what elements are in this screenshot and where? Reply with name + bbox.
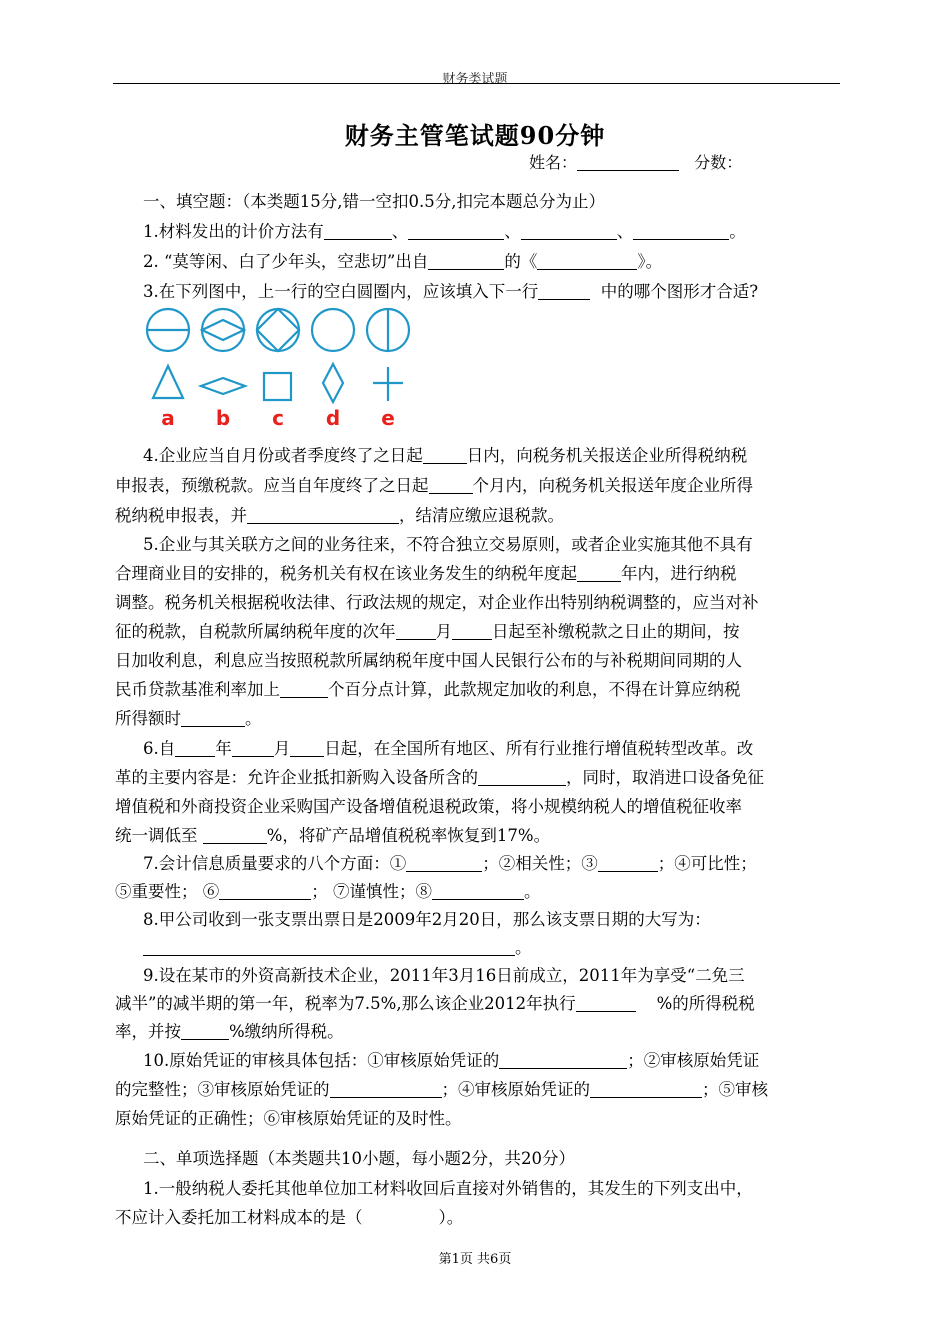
q5-line4 — [115, 618, 842, 642]
q5-text: 月 — [435, 622, 452, 641]
q2 — [143, 248, 843, 272]
empty-circle-icon — [312, 309, 354, 351]
q1: 1.材料发出的计价方法有 、 、 、 。 — [143, 222, 746, 241]
q5-text: 合理商业目的安排的，税务机关有权在该业务发生的纳税年度起 — [115, 564, 577, 583]
q10-text: ；②审核原始凭证 — [627, 1051, 760, 1070]
blank — [432, 883, 524, 900]
document-title: 财务主管笔试题90分钟 — [344, 121, 606, 150]
q6-line1 — [143, 735, 843, 759]
q6-text: 6.自 — [143, 739, 176, 758]
blank — [290, 740, 324, 757]
q5-line5: 日加收利息，利息应当按照税款所属纳税年度中国人民银行公布的与补税期间同期的人 — [115, 651, 742, 670]
q7-text: 7.会计信息质量要求的八个方面：① — [143, 854, 407, 873]
label-a: a — [161, 406, 175, 429]
blank — [429, 477, 473, 494]
triangle-icon — [153, 366, 183, 398]
q9-line2 — [115, 990, 842, 1014]
q4-text: 申报表，预缴税款。应当自年度终了之日起 — [115, 476, 429, 495]
blank — [280, 681, 328, 698]
q10-line1 — [143, 1047, 843, 1071]
q6-text: 日起，在全国所有地区、所有行业推行增值税转型改革。改 — [324, 739, 754, 758]
blank — [203, 827, 267, 844]
blank — [633, 223, 729, 240]
q4-text: 税纳税申报表，并 — [115, 506, 247, 525]
q4-text: ，结清应缴应退税款。 — [399, 506, 564, 525]
q9-line3 — [115, 1018, 842, 1042]
q5-text: 日起至补缴税款之日止的期间，按 — [492, 622, 740, 641]
blank — [577, 565, 621, 582]
blank — [219, 883, 311, 900]
q10-text: 10.原始凭证的审核具体包括：①审核原始凭证的 — [143, 1051, 500, 1070]
q5-text: 征的税款，自税款所属纳税年度的次年 — [115, 622, 396, 641]
shape-figure — [143, 307, 413, 429]
q3-text: 中的哪个图形才合适? — [600, 282, 759, 301]
circle-diamond-icon — [202, 309, 244, 351]
q3 — [143, 278, 843, 302]
blank — [598, 855, 658, 872]
q7-line2 — [115, 878, 842, 902]
section2-heading: 二、单项选择题（本类题共10小题，每小题2分，共20分） — [143, 1149, 575, 1168]
tall-diamond-icon — [323, 364, 343, 402]
q6-text: 统一调低至 — [115, 826, 203, 845]
q2-text: 》。 — [637, 252, 663, 271]
q6-line4 — [115, 822, 842, 846]
q9-text: %缴纳所得税。 — [229, 1022, 344, 1041]
q10-text: ；⑤审核 — [702, 1080, 768, 1099]
q2-text: 2. “莫等闲、白了少年头，空悲切”出自 — [143, 252, 429, 271]
q7-text: ⑤重要性； ⑥ — [115, 882, 220, 901]
q8-line1: 8.甲公司收到一张支票出票日是2009年2月20日，那么该支票日期的大写为： — [143, 910, 711, 929]
blank — [181, 710, 245, 727]
q4-line2 — [115, 472, 842, 496]
blank — [576, 995, 636, 1012]
score-label: 分数： — [694, 153, 743, 172]
blank — [452, 623, 492, 640]
q5-line6 — [115, 676, 842, 700]
q6-line2 — [115, 764, 842, 788]
name-score-line — [529, 150, 742, 173]
q5-text: 民币贷款基准利率加上 — [115, 680, 280, 699]
q5-text: 所得额时 — [115, 709, 181, 728]
q6-text: 年 — [215, 739, 232, 758]
blank — [143, 939, 515, 956]
q5-text: 个百分点计算，此款规定加收的利息，不得在计算应纳税 — [328, 680, 741, 699]
blank — [590, 1081, 702, 1098]
header-rule — [113, 83, 840, 84]
q5-text: 。 — [245, 709, 262, 728]
q7-text: ； ⑦谨慎性；⑧ — [311, 882, 432, 901]
blank — [478, 769, 566, 786]
blank — [423, 447, 467, 464]
s2q1-text: 不应计入委托加工材料成本的是（ — [115, 1208, 363, 1227]
square-icon — [264, 373, 291, 400]
blank — [428, 253, 504, 270]
q4-line1 — [143, 442, 843, 466]
q8-line2 — [143, 934, 843, 958]
q1-text: 1.材料发出的计价方法有 — [143, 222, 324, 241]
blank — [330, 1081, 442, 1098]
name-label: 姓名： — [529, 153, 578, 172]
q4-text: 4.企业应当自月份或者季度终了之日起 — [143, 446, 423, 465]
s2q1-text: ）。 — [438, 1208, 464, 1227]
q7-text: ；②相关性；③ — [482, 854, 598, 873]
q9-line1: 9.设在某市的外资高新技术企业，2011年3月16日前成立，2011年为享受“二免三 — [143, 966, 745, 985]
q6-text: %，将矿产品增值税税率恢复到17%。 — [266, 826, 551, 845]
page-footer: 第1页 共6页 — [438, 1252, 512, 1267]
q6-text: 革的主要内容是：允许企业抵扣新购入设备所含的 — [115, 768, 478, 787]
q6-text: ，同时，取消进口设备免征 — [566, 768, 764, 787]
q10-line2 — [115, 1076, 842, 1100]
q9-text: 减半”的减半期的第一年，税率为7.5%,那么该企业2012年执行 — [115, 994, 576, 1013]
q5-line7 — [115, 705, 842, 729]
q9-text: 率，并按 — [115, 1022, 181, 1041]
s2q1-line2 — [115, 1204, 842, 1228]
label-c: c — [272, 406, 284, 429]
q8-text: 。 — [515, 938, 532, 957]
blank — [181, 1023, 229, 1040]
label-d: d — [325, 406, 341, 429]
section1-heading: 一、填空题：（本类题15分,错一空扣0.5分,扣完本题总分为止） — [143, 192, 605, 211]
q4-text: 个月内，向税务机关报送年度企业所得 — [472, 476, 753, 495]
flat-diamond-icon — [201, 378, 245, 394]
q7-line1 — [143, 850, 843, 874]
q4-text: 日内，向税务机关报送企业所得税纳税 — [466, 446, 748, 465]
q3-text: 3.在下列图中，上一行的空白圆圈内，应该填入下一行 — [143, 282, 539, 301]
name-blank — [577, 154, 679, 171]
blank — [537, 253, 637, 270]
q2-text: 的《 — [504, 252, 538, 271]
q10-line3: 原始凭证的正确性；⑥审核原始凭证的及时性。 — [115, 1109, 462, 1128]
blank — [324, 223, 392, 240]
q5-line1: 5.企业与其关联方之间的业务往来，不符合独立交易原则，或者企业实施其他不具有 — [143, 535, 753, 554]
blank — [521, 223, 617, 240]
q5-text: 年内，进行纳税 — [621, 564, 737, 583]
blank — [408, 223, 504, 240]
q5-line2 — [115, 560, 842, 584]
blank — [247, 507, 399, 524]
blank — [499, 1052, 627, 1069]
q6-line3: 增值税和外商投资企业采购国产设备增值税退税政策，将小规模纳税人的增值税征收率 — [115, 797, 742, 816]
q4-line3 — [115, 502, 842, 526]
q9-text: %的所得税税 — [656, 994, 755, 1013]
q5-line3: 调整。税务机关根据税收法律、行政法规的规定，对企业作出特别纳税调整的，应当对补 — [115, 593, 759, 612]
blank — [232, 740, 274, 757]
blank — [538, 283, 590, 300]
q10-text: 的完整性；③审核原始凭证的 — [115, 1080, 330, 1099]
circle-square-diamond-icon — [257, 309, 299, 351]
blank — [175, 740, 215, 757]
q6-text: 月 — [273, 739, 291, 758]
q10-text: ；④审核原始凭证的 — [441, 1080, 590, 1099]
blank — [406, 855, 482, 872]
page-header: 财务类试题 — [442, 72, 508, 87]
s2q1-line1: 1.一般纳税人委托其他单位加工材料收回后直接对外销售的，其发生的下列支出中， — [143, 1179, 753, 1198]
q7-text: ；④可比性； — [657, 854, 757, 873]
q7-text: 。 — [524, 882, 541, 901]
blank — [396, 623, 436, 640]
label-b: b — [215, 406, 231, 429]
label-e: e — [381, 406, 395, 429]
